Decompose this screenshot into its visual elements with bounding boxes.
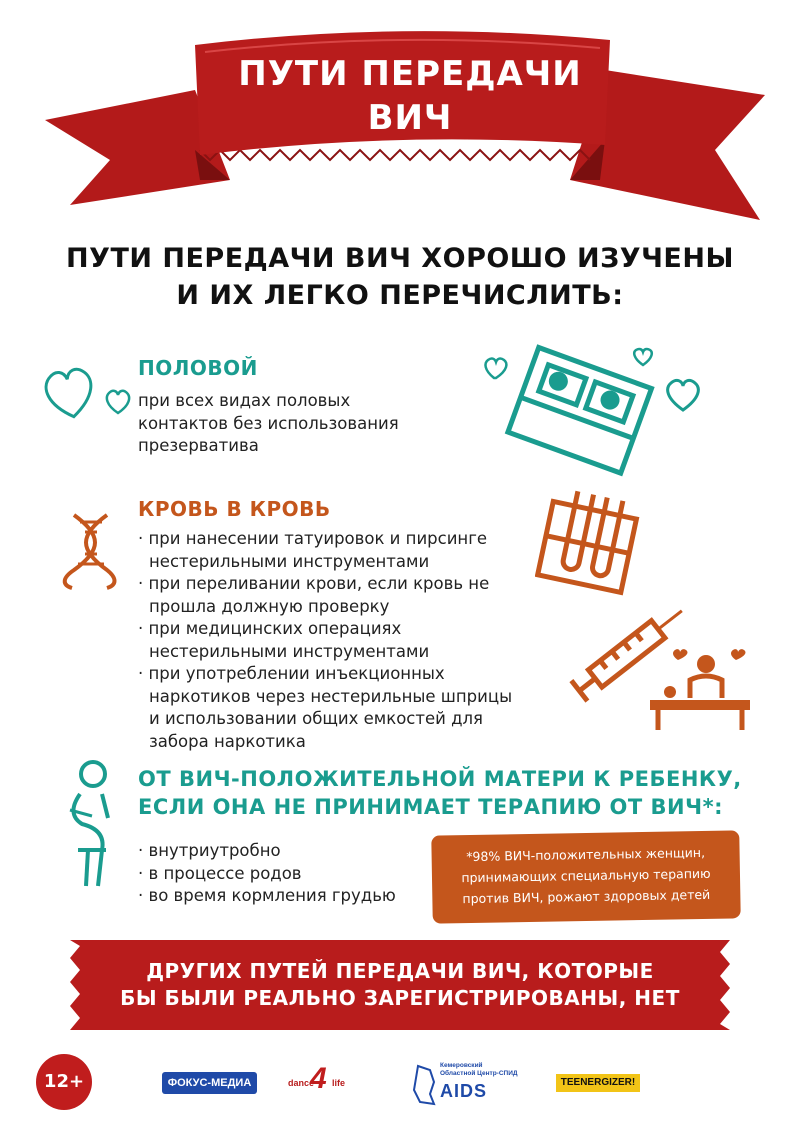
list-item: · при употреблении инъекционных наркотиков через нестерильные шприцы и использовании общих емкостей для забора наркотика bbox=[138, 664, 513, 751]
note-line-3: против ВИЧ, рожают здоровых детей bbox=[462, 886, 711, 907]
footnote-box bbox=[431, 830, 740, 923]
sexual-heading: ПОЛОВОЙ bbox=[138, 356, 258, 380]
fokus-media-logo: ФОКУС-МЕДИА bbox=[162, 1072, 257, 1094]
sexual-line-3: презерватива bbox=[138, 436, 259, 455]
bed-couple-icon bbox=[478, 340, 718, 480]
banner-line-2: ВИЧ bbox=[367, 98, 453, 138]
conclusion-banner bbox=[70, 940, 730, 1030]
mother-list bbox=[138, 840, 418, 908]
list-item: · при медицинских операциях нестерильными инструментами bbox=[138, 619, 430, 661]
list-item: · при переливании крови, если кровь не прошла должную проверку bbox=[138, 574, 490, 616]
dna-icon bbox=[62, 510, 122, 590]
dance4life-left: dance bbox=[288, 1078, 315, 1088]
pregnant-woman-icon bbox=[58, 758, 128, 893]
subtitle bbox=[40, 240, 760, 314]
list-item: · в процессе родов bbox=[138, 863, 302, 883]
list-item: · при нанесении татуировок и пирсинге нестерильными инструментами bbox=[138, 529, 488, 571]
bottom-line-1: ДРУГИХ ПУТЕЙ ПЕРЕДАЧИ ВИЧ, КОТОРЫЕ bbox=[146, 959, 654, 983]
map-region-icon bbox=[410, 1064, 438, 1106]
dance4life-right: life bbox=[332, 1078, 346, 1088]
teenergizer-logo: TEENERGIZER! bbox=[556, 1074, 640, 1092]
sexual-description bbox=[138, 390, 438, 458]
aids-center-main: AIDS bbox=[440, 1081, 488, 1101]
mother-heading bbox=[138, 765, 742, 821]
sexual-line-2: контактов без использования bbox=[138, 413, 399, 433]
note-line-2: принимающих специальную терапию bbox=[461, 865, 711, 886]
mother-heading-line-2: ЕСЛИ ОНА НЕ ПРИНИМАЕТ ТЕРАПИЮ ОТ ВИЧ*: bbox=[138, 795, 723, 819]
blood-heading: КРОВЬ В КРОВЬ bbox=[138, 497, 331, 521]
age-rating-badge: 12+ bbox=[36, 1054, 92, 1110]
dance4life-number: 4 bbox=[310, 1062, 327, 1095]
aids-center-logo bbox=[410, 1060, 530, 1110]
list-item: · внутриутробно bbox=[138, 841, 281, 860]
bottom-line-2: БЫ БЫЛИ РЕАЛЬНО ЗАРЕГИСТРИРОВАНЫ, НЕТ bbox=[120, 986, 680, 1010]
heart-icon bbox=[40, 355, 140, 435]
list-item: · во время кормления грудью bbox=[138, 886, 396, 905]
surgery-icon bbox=[648, 640, 758, 740]
note-line-1: *98% ВИЧ-положительных женщин, bbox=[466, 844, 706, 865]
mother-heading-line-1: ОТ ВИЧ-ПОЛОЖИТЕЛЬНОЙ МАТЕРИ К РЕБЕНКУ, bbox=[138, 767, 742, 791]
sexual-line-1: при всех видах половых bbox=[138, 391, 351, 410]
subtitle-line-1: ПУТИ ПЕРЕДАЧИ ВИЧ ХОРОШО ИЗУЧЕНЫ bbox=[66, 243, 734, 274]
dance4life-logo bbox=[288, 1062, 348, 1096]
banner-line-1: ПУТИ ПЕРЕДАЧИ bbox=[238, 54, 582, 94]
aids-center-line-1: Кемеровский bbox=[440, 1062, 483, 1069]
aids-center-line-2: Областной Центр-СПИД bbox=[440, 1070, 518, 1077]
title-ribbon bbox=[0, 0, 800, 230]
subtitle-line-2: И ИХ ЛЕГКО ПЕРЕЧИСЛИТЬ: bbox=[176, 280, 624, 311]
blood-list bbox=[138, 528, 518, 753]
